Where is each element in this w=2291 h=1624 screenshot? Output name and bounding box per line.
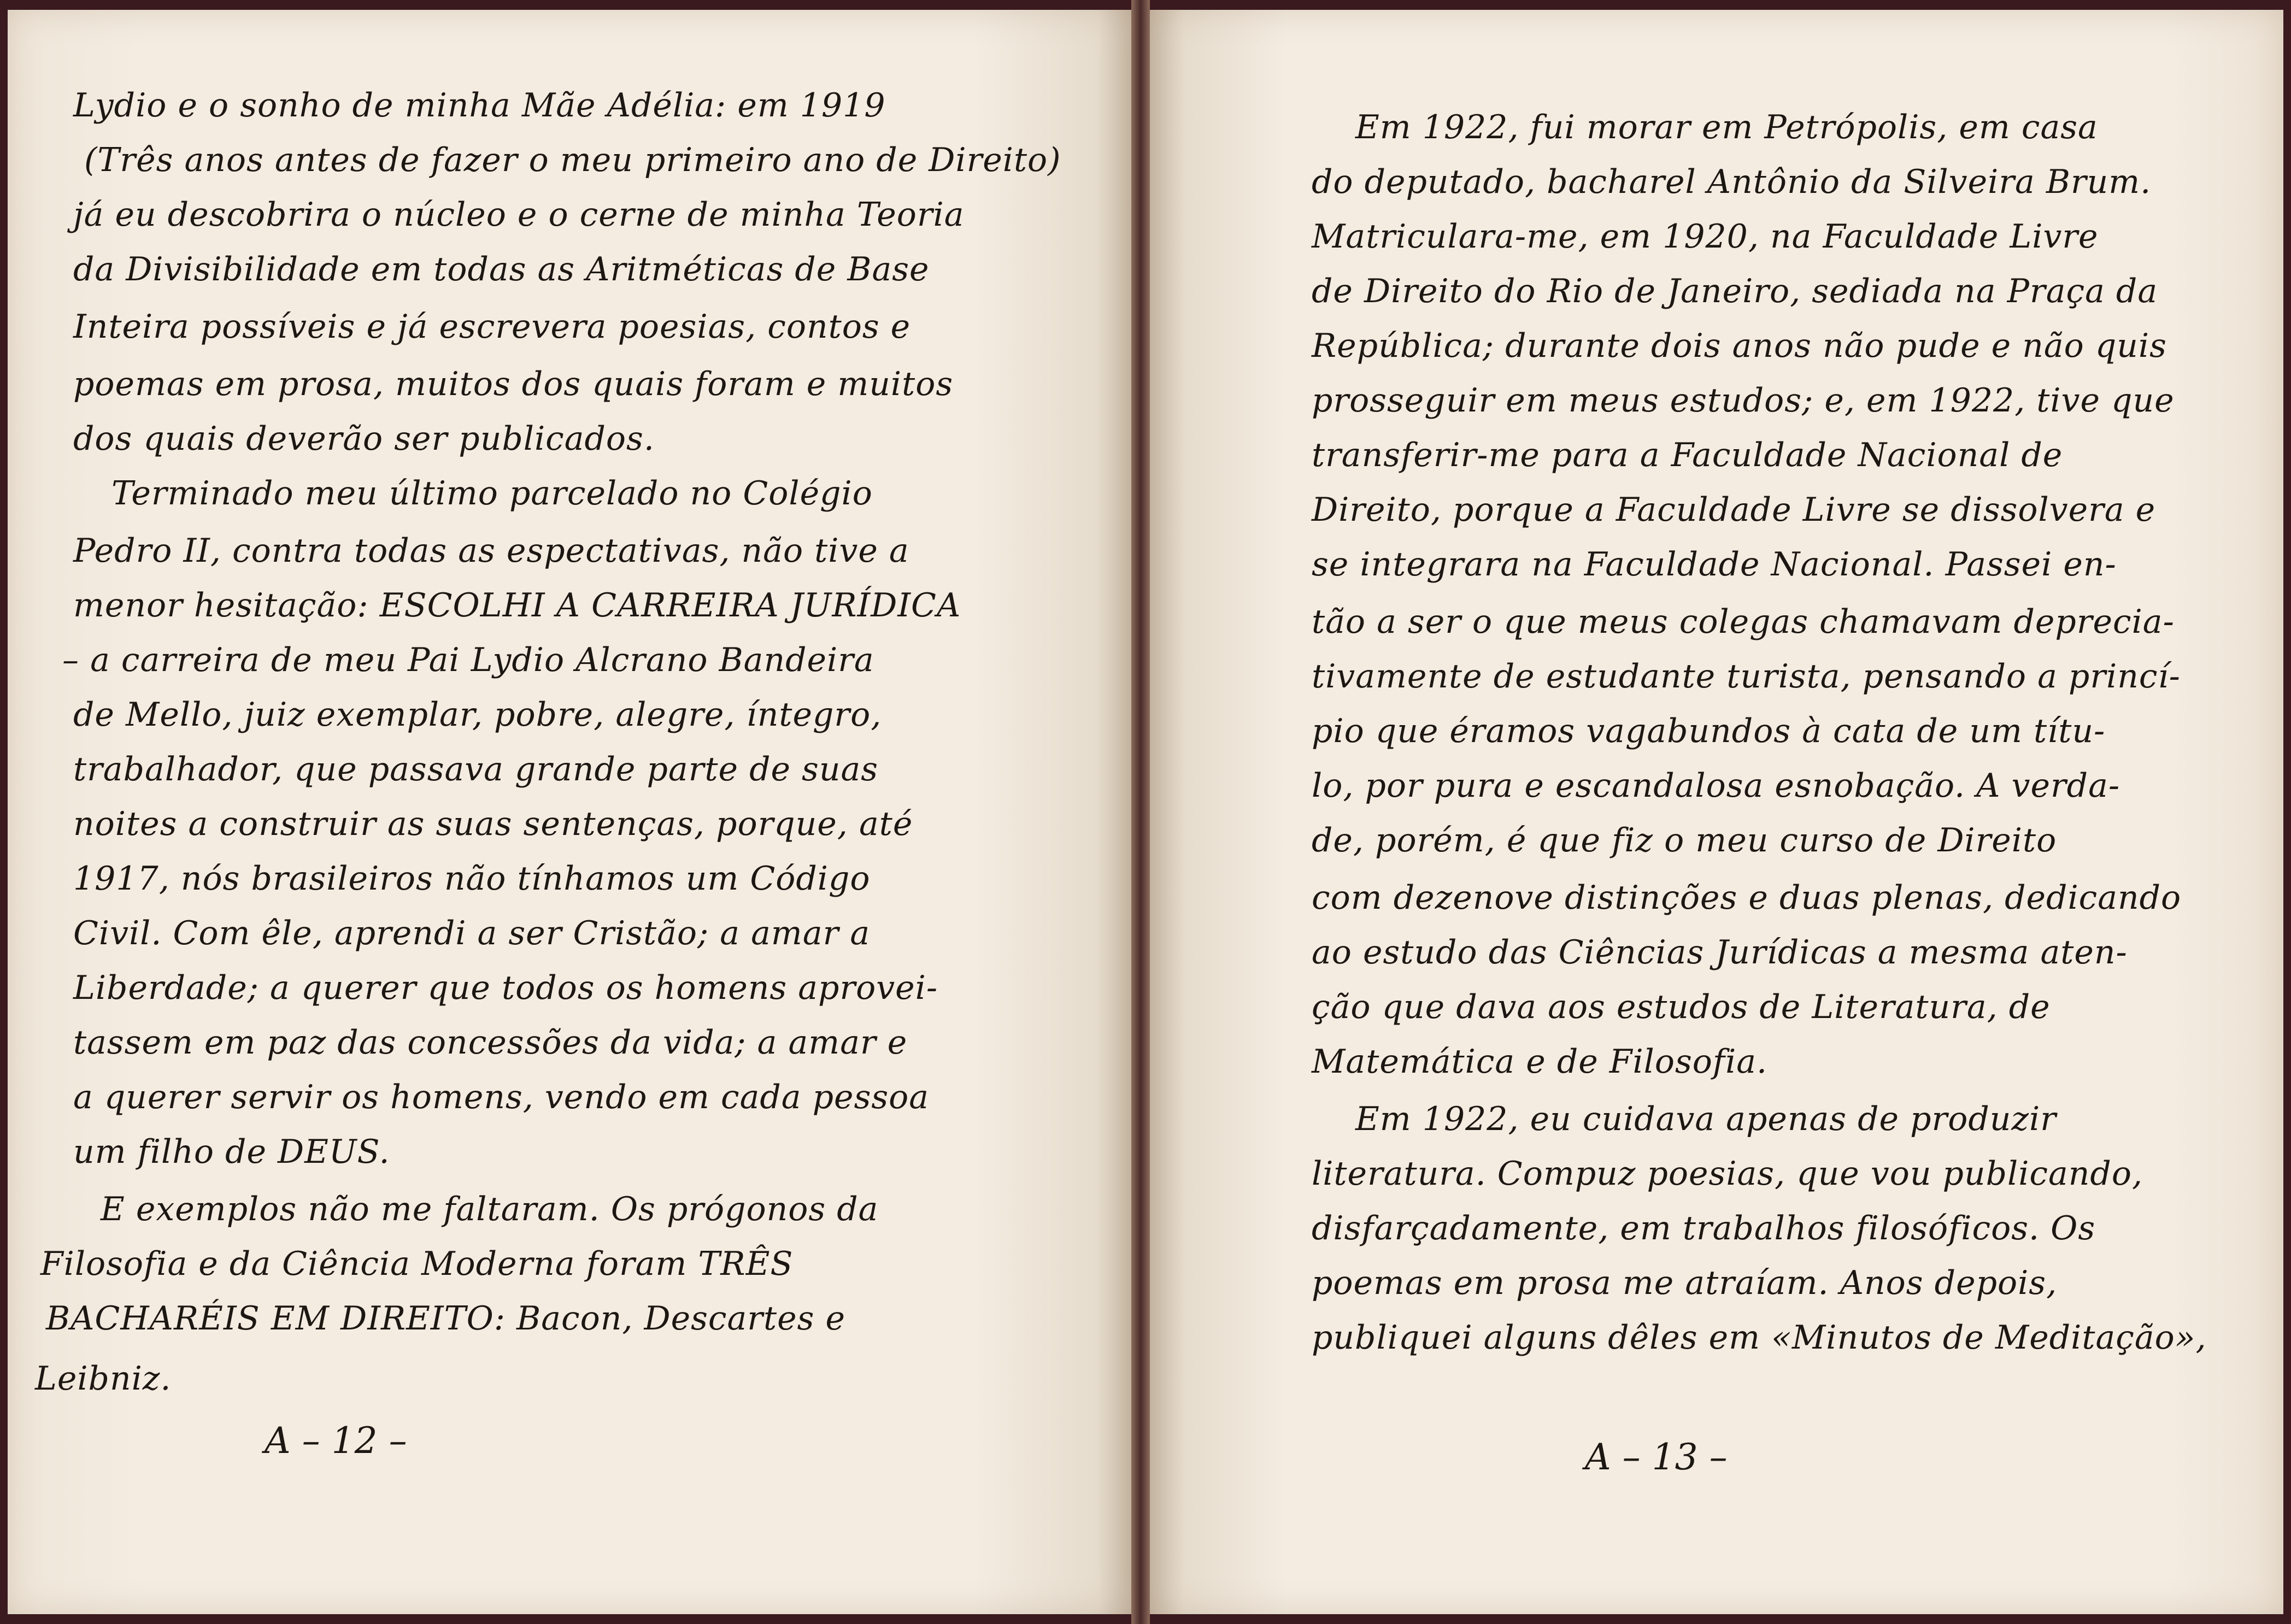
right-line-5: República; durante dois anos não pude e não quis xyxy=(1312,327,2167,365)
right-line-21: disfarçadamente, em trabalhos filosóficos. Os xyxy=(1312,1209,2096,1248)
left-line-15: 1917, nós brasileiros não tínhamos um Código xyxy=(73,860,871,898)
left-line-17: Liberdade; a querer que todos os homens aprovei- xyxy=(73,969,938,1007)
book-gutter xyxy=(1131,0,1150,1624)
left-line-10: menor hesitação: ESCOLHI A CARREIRA JURÍDICA xyxy=(73,586,961,625)
left-line-3: já eu descobrira o núcleo e o cerne de minha Teoria xyxy=(73,196,965,234)
left-line-6: poemas em prosa, muitos dos quais foram e muitos xyxy=(73,365,954,403)
right-line-2: do deputado, bacharel Antônio da Silveira Brum. xyxy=(1312,163,2152,201)
left-line-22: Filosofia e da Ciência Moderna foram TRÊS xyxy=(40,1245,794,1283)
right-line-7: transferir-me para a Faculdade Nacional de xyxy=(1312,436,2063,474)
left-line-23: BACHARÉIS EM DIREITO: Bacon, Descartes e xyxy=(46,1299,845,1338)
right-line-20: literatura. Compuz poesias, que vou publicando, xyxy=(1312,1155,2143,1193)
right-page-number: A – 13 – xyxy=(1585,1436,1728,1478)
right-line-13: lo, por pura e escandalosa esnobação. A verda- xyxy=(1312,767,2120,805)
left-line-19: a querer servir os homens, vendo em cada pessoa xyxy=(73,1078,930,1116)
right-line-9: se integrara na Faculdade Nacional. Passei en- xyxy=(1312,545,2117,584)
right-line-6: prosseguir em meus estudos; e, em 1922, tive que xyxy=(1312,381,2175,420)
right-line-10: tão a ser o que meus colegas chamavam deprecia- xyxy=(1312,603,2175,641)
right-line-14: de, porém, é que fiz o meu curso de Direito xyxy=(1312,821,2057,860)
left-line-16: Civil. Com êle, aprendi a ser Cristão; a amar a xyxy=(73,914,871,952)
right-line-18: Matemática e de Filosofia. xyxy=(1312,1043,1768,1081)
right-line-17: ção que dava aos estudos de Literatura, de xyxy=(1312,988,2051,1026)
left-line-13: trabalhador, que passava grande parte de suas xyxy=(73,750,879,789)
right-line-12: pio que éramos vagabundos à cata de um títu- xyxy=(1312,712,2106,750)
left-line-4: da Divisibilidade em todas as Aritméticas de Base xyxy=(73,250,930,289)
left-line-1: Lydio e o sonho de minha Mãe Adélia: em 1919 xyxy=(73,86,886,125)
left-line-21: E exemplos não me faltaram. Os prógonos da xyxy=(101,1190,879,1228)
left-line-9: Pedro II, contra todas as espectativas, não tive a xyxy=(73,532,909,570)
left-page xyxy=(8,10,1131,1614)
left-line-12: de Mello, juiz exemplar, pobre, alegre, íntegro, xyxy=(73,696,882,734)
right-line-19: Em 1922, eu cuidava apenas de produzir xyxy=(1355,1100,2057,1138)
left-line-20: um filho de DEUS. xyxy=(73,1133,390,1171)
right-page xyxy=(1150,10,2283,1614)
right-line-1: Em 1922, fui morar em Petrópolis, em casa xyxy=(1355,108,2098,146)
left-line-7: dos quais deverão ser publicados. xyxy=(73,420,655,458)
right-line-3: Matriculara-me, em 1920, na Faculdade Livre xyxy=(1312,217,2099,256)
right-line-15: com dezenove distinções e duas plenas, dedicando xyxy=(1312,879,2182,917)
left-page-number: A – 12 – xyxy=(265,1420,407,1462)
left-line-2: (Três anos antes de fazer o meu primeiro ano de Direito) xyxy=(84,141,1061,179)
left-line-18: tassem em paz das concessões da vida; a amar e xyxy=(73,1023,908,1062)
left-line-14: noites a construir as suas sentenças, porque, até xyxy=(73,805,913,843)
left-line-5: Inteira possíveis e já escrevera poesias, contos e xyxy=(73,308,911,346)
right-line-16: ao estudo das Ciências Jurídicas a mesma aten- xyxy=(1312,933,2128,972)
left-line-8: Terminado meu último parcelado no Colégio xyxy=(111,474,873,513)
right-line-4: de Direito do Rio de Janeiro, sediada na Praça da xyxy=(1312,272,2158,310)
right-line-22: poemas em prosa me atraíam. Anos depois, xyxy=(1312,1264,2058,1302)
left-line-11: – a carreira de meu Pai Lydio Alcrano Bandeira xyxy=(62,641,874,679)
left-line-24: Leibniz. xyxy=(35,1360,172,1398)
right-line-11: tivamente de estudante turista, pensando a princí- xyxy=(1312,657,2181,696)
right-line-8: Direito, porque a Faculdade Livre se dissolvera e xyxy=(1312,491,2156,529)
right-line-23: publiquei alguns dêles em «Minutos de Meditação», xyxy=(1312,1319,2207,1357)
